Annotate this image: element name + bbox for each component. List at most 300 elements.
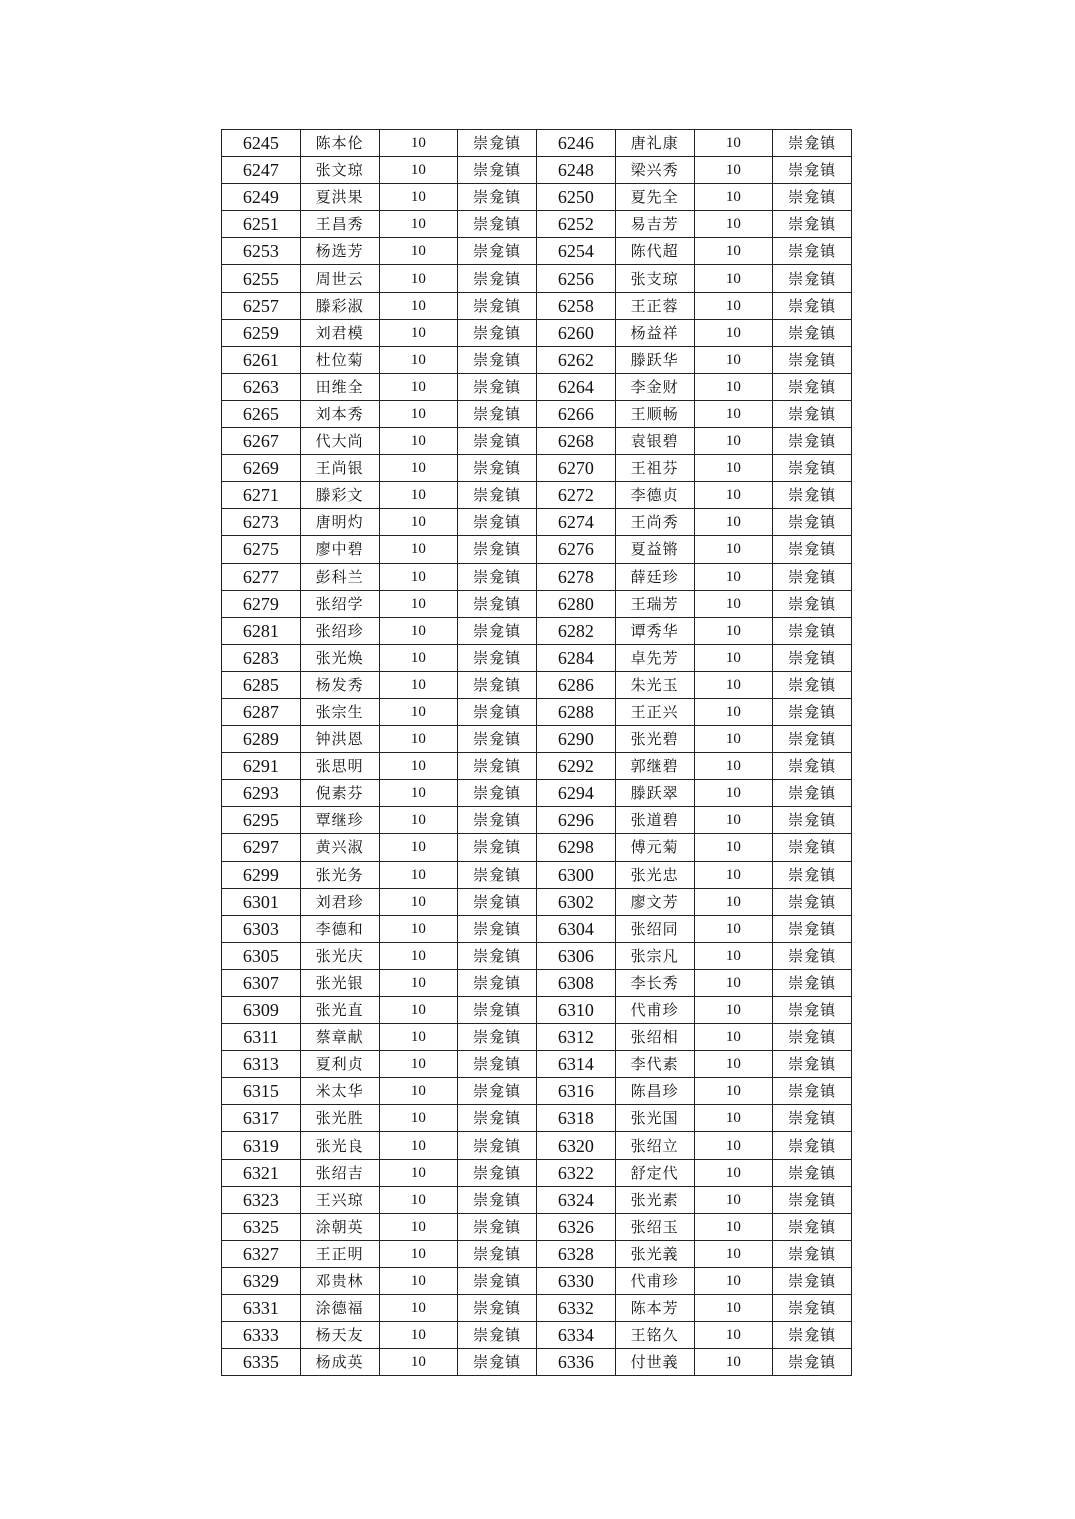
table-row xyxy=(222,1078,852,1105)
right-record-number-cell: 6256 xyxy=(537,265,616,292)
left-amount-cell: 10 xyxy=(379,157,458,184)
right-record-number-cell: 6280 xyxy=(537,590,616,617)
right-record-number-cell: 6254 xyxy=(537,238,616,265)
right-person-name-cell: 张光素 xyxy=(615,1186,694,1213)
right-town-name-cell: 崇龛镇 xyxy=(773,1078,852,1105)
left-record-number-cell: 6289 xyxy=(222,726,301,753)
left-town-name-cell: 崇龛镇 xyxy=(458,698,537,725)
right-record-number-cell: 6290 xyxy=(537,726,616,753)
left-person-name-cell: 张光务 xyxy=(300,861,379,888)
left-person-name-cell: 张绍吉 xyxy=(300,1159,379,1186)
right-town-name-cell: 崇龛镇 xyxy=(773,1105,852,1132)
right-person-name-cell: 王铭久 xyxy=(615,1322,694,1349)
right-person-name-cell: 张光忠 xyxy=(615,861,694,888)
left-person-name-cell: 张文琼 xyxy=(300,157,379,184)
left-record-number-cell: 6265 xyxy=(222,400,301,427)
left-town-name-cell: 崇龛镇 xyxy=(458,1322,537,1349)
table-row xyxy=(222,915,852,942)
left-record-number-cell: 6325 xyxy=(222,1213,301,1240)
right-person-name-cell: 王正蓉 xyxy=(615,292,694,319)
table-row xyxy=(222,997,852,1024)
left-town-name-cell: 崇龛镇 xyxy=(458,509,537,536)
right-town-name-cell: 崇龛镇 xyxy=(773,969,852,996)
left-amount-cell: 10 xyxy=(379,1213,458,1240)
right-town-name-cell: 崇龛镇 xyxy=(773,400,852,427)
left-person-name-cell: 王昌秀 xyxy=(300,211,379,238)
left-amount-cell: 10 xyxy=(379,346,458,373)
right-person-name-cell: 王祖芬 xyxy=(615,455,694,482)
left-town-name-cell: 崇龛镇 xyxy=(458,1213,537,1240)
left-record-number-cell: 6301 xyxy=(222,888,301,915)
right-person-name-cell: 李代素 xyxy=(615,1051,694,1078)
right-amount-cell: 10 xyxy=(694,400,773,427)
left-person-name-cell: 张思明 xyxy=(300,753,379,780)
right-amount-cell: 10 xyxy=(694,997,773,1024)
left-record-number-cell: 6333 xyxy=(222,1322,301,1349)
left-amount-cell: 10 xyxy=(379,1105,458,1132)
right-town-name-cell: 崇龛镇 xyxy=(773,861,852,888)
right-town-name-cell: 崇龛镇 xyxy=(773,238,852,265)
left-town-name-cell: 崇龛镇 xyxy=(458,753,537,780)
table-row xyxy=(222,671,852,698)
right-person-name-cell: 张绍立 xyxy=(615,1132,694,1159)
left-person-name-cell: 钟洪恩 xyxy=(300,726,379,753)
left-person-name-cell: 滕彩文 xyxy=(300,482,379,509)
right-town-name-cell: 崇龛镇 xyxy=(773,319,852,346)
left-record-number-cell: 6285 xyxy=(222,671,301,698)
right-amount-cell: 10 xyxy=(694,1186,773,1213)
right-person-name-cell: 滕跃翠 xyxy=(615,780,694,807)
right-record-number-cell: 6330 xyxy=(537,1267,616,1294)
left-amount-cell: 10 xyxy=(379,671,458,698)
table-row xyxy=(222,1159,852,1186)
right-person-name-cell: 李长秀 xyxy=(615,969,694,996)
left-record-number-cell: 6255 xyxy=(222,265,301,292)
left-record-number-cell: 6259 xyxy=(222,319,301,346)
left-record-number-cell: 6299 xyxy=(222,861,301,888)
table-row xyxy=(222,1213,852,1240)
right-amount-cell: 10 xyxy=(694,780,773,807)
right-town-name-cell: 崇龛镇 xyxy=(773,184,852,211)
left-amount-cell: 10 xyxy=(379,1051,458,1078)
right-record-number-cell: 6314 xyxy=(537,1051,616,1078)
left-amount-cell: 10 xyxy=(379,400,458,427)
right-record-number-cell: 6324 xyxy=(537,1186,616,1213)
table-row xyxy=(222,1349,852,1376)
right-town-name-cell: 崇龛镇 xyxy=(773,590,852,617)
left-town-name-cell: 崇龛镇 xyxy=(458,1267,537,1294)
left-person-name-cell: 涂朝英 xyxy=(300,1213,379,1240)
left-person-name-cell: 黄兴淑 xyxy=(300,834,379,861)
right-record-number-cell: 6284 xyxy=(537,644,616,671)
right-amount-cell: 10 xyxy=(694,671,773,698)
left-person-name-cell: 米太华 xyxy=(300,1078,379,1105)
right-town-name-cell: 崇龛镇 xyxy=(773,265,852,292)
table-row xyxy=(222,346,852,373)
table-row xyxy=(222,563,852,590)
left-amount-cell: 10 xyxy=(379,617,458,644)
right-town-name-cell: 崇龛镇 xyxy=(773,888,852,915)
left-record-number-cell: 6327 xyxy=(222,1240,301,1267)
left-person-name-cell: 陈本伦 xyxy=(300,130,379,157)
left-record-number-cell: 6261 xyxy=(222,346,301,373)
left-person-name-cell: 滕彩淑 xyxy=(300,292,379,319)
right-person-name-cell: 张绍玉 xyxy=(615,1213,694,1240)
right-amount-cell: 10 xyxy=(694,617,773,644)
right-amount-cell: 10 xyxy=(694,1159,773,1186)
left-record-number-cell: 6283 xyxy=(222,644,301,671)
left-amount-cell: 10 xyxy=(379,753,458,780)
left-amount-cell: 10 xyxy=(379,373,458,400)
table-row xyxy=(222,861,852,888)
right-amount-cell: 10 xyxy=(694,428,773,455)
left-record-number-cell: 6317 xyxy=(222,1105,301,1132)
left-record-number-cell: 6277 xyxy=(222,563,301,590)
right-town-name-cell: 崇龛镇 xyxy=(773,1213,852,1240)
right-town-name-cell: 崇龛镇 xyxy=(773,671,852,698)
left-town-name-cell: 崇龛镇 xyxy=(458,238,537,265)
left-amount-cell: 10 xyxy=(379,238,458,265)
right-record-number-cell: 6276 xyxy=(537,536,616,563)
right-amount-cell: 10 xyxy=(694,1105,773,1132)
left-town-name-cell: 崇龛镇 xyxy=(458,1132,537,1159)
right-record-number-cell: 6302 xyxy=(537,888,616,915)
left-person-name-cell: 代大尚 xyxy=(300,428,379,455)
table-row xyxy=(222,400,852,427)
right-amount-cell: 10 xyxy=(694,1132,773,1159)
right-town-name-cell: 崇龛镇 xyxy=(773,428,852,455)
left-record-number-cell: 6319 xyxy=(222,1132,301,1159)
table-row xyxy=(222,726,852,753)
right-town-name-cell: 崇龛镇 xyxy=(773,373,852,400)
roster-table-body xyxy=(222,130,852,1376)
right-amount-cell: 10 xyxy=(694,834,773,861)
left-town-name-cell: 崇龛镇 xyxy=(458,130,537,157)
right-amount-cell: 10 xyxy=(694,861,773,888)
right-record-number-cell: 6286 xyxy=(537,671,616,698)
left-record-number-cell: 6313 xyxy=(222,1051,301,1078)
left-amount-cell: 10 xyxy=(379,698,458,725)
left-town-name-cell: 崇龛镇 xyxy=(458,915,537,942)
right-person-name-cell: 唐礼康 xyxy=(615,130,694,157)
right-person-name-cell: 陈代超 xyxy=(615,238,694,265)
left-person-name-cell: 张光银 xyxy=(300,969,379,996)
right-person-name-cell: 杨益祥 xyxy=(615,319,694,346)
left-town-name-cell: 崇龛镇 xyxy=(458,969,537,996)
right-amount-cell: 10 xyxy=(694,157,773,184)
right-record-number-cell: 6316 xyxy=(537,1078,616,1105)
right-person-name-cell: 张宗凡 xyxy=(615,942,694,969)
right-amount-cell: 10 xyxy=(694,319,773,346)
left-amount-cell: 10 xyxy=(379,644,458,671)
left-record-number-cell: 6335 xyxy=(222,1349,301,1376)
left-person-name-cell: 覃继珍 xyxy=(300,807,379,834)
right-person-name-cell: 张光国 xyxy=(615,1105,694,1132)
table-row xyxy=(222,1295,852,1322)
left-town-name-cell: 崇龛镇 xyxy=(458,157,537,184)
right-person-name-cell: 夏益锵 xyxy=(615,536,694,563)
left-record-number-cell: 6305 xyxy=(222,942,301,969)
right-person-name-cell: 王尚秀 xyxy=(615,509,694,536)
left-person-name-cell: 蔡章献 xyxy=(300,1024,379,1051)
right-person-name-cell: 滕跃华 xyxy=(615,346,694,373)
left-person-name-cell: 周世云 xyxy=(300,265,379,292)
right-record-number-cell: 6274 xyxy=(537,509,616,536)
right-record-number-cell: 6304 xyxy=(537,915,616,942)
left-town-name-cell: 崇龛镇 xyxy=(458,536,537,563)
right-amount-cell: 10 xyxy=(694,644,773,671)
left-town-name-cell: 崇龛镇 xyxy=(458,373,537,400)
left-record-number-cell: 6249 xyxy=(222,184,301,211)
right-amount-cell: 10 xyxy=(694,753,773,780)
right-person-name-cell: 付世義 xyxy=(615,1349,694,1376)
left-town-name-cell: 崇龛镇 xyxy=(458,563,537,590)
right-town-name-cell: 崇龛镇 xyxy=(773,211,852,238)
right-town-name-cell: 崇龛镇 xyxy=(773,1024,852,1051)
right-person-name-cell: 陈本芳 xyxy=(615,1295,694,1322)
right-record-number-cell: 6306 xyxy=(537,942,616,969)
table-row xyxy=(222,617,852,644)
left-record-number-cell: 6257 xyxy=(222,292,301,319)
right-town-name-cell: 崇龛镇 xyxy=(773,726,852,753)
right-amount-cell: 10 xyxy=(694,455,773,482)
left-record-number-cell: 6279 xyxy=(222,590,301,617)
table-row xyxy=(222,1267,852,1294)
left-person-name-cell: 唐明灼 xyxy=(300,509,379,536)
left-person-name-cell: 王兴琼 xyxy=(300,1186,379,1213)
right-amount-cell: 10 xyxy=(694,1051,773,1078)
right-record-number-cell: 6248 xyxy=(537,157,616,184)
roster-table xyxy=(221,129,852,1376)
right-person-name-cell: 夏先全 xyxy=(615,184,694,211)
left-record-number-cell: 6311 xyxy=(222,1024,301,1051)
right-person-name-cell: 王瑞芳 xyxy=(615,590,694,617)
left-person-name-cell: 夏洪果 xyxy=(300,184,379,211)
table-row xyxy=(222,1132,852,1159)
table-row xyxy=(222,265,852,292)
right-amount-cell: 10 xyxy=(694,346,773,373)
right-record-number-cell: 6264 xyxy=(537,373,616,400)
right-amount-cell: 10 xyxy=(694,1322,773,1349)
table-row xyxy=(222,211,852,238)
right-record-number-cell: 6296 xyxy=(537,807,616,834)
right-town-name-cell: 崇龛镇 xyxy=(773,1132,852,1159)
left-amount-cell: 10 xyxy=(379,726,458,753)
left-amount-cell: 10 xyxy=(379,834,458,861)
left-amount-cell: 10 xyxy=(379,780,458,807)
left-record-number-cell: 6247 xyxy=(222,157,301,184)
left-amount-cell: 10 xyxy=(379,482,458,509)
left-amount-cell: 10 xyxy=(379,184,458,211)
right-person-name-cell: 朱光玉 xyxy=(615,671,694,698)
left-town-name-cell: 崇龛镇 xyxy=(458,617,537,644)
right-amount-cell: 10 xyxy=(694,482,773,509)
right-person-name-cell: 卓先芳 xyxy=(615,644,694,671)
left-amount-cell: 10 xyxy=(379,1186,458,1213)
table-row xyxy=(222,509,852,536)
right-person-name-cell: 王顺畅 xyxy=(615,400,694,427)
left-record-number-cell: 6321 xyxy=(222,1159,301,1186)
left-record-number-cell: 6271 xyxy=(222,482,301,509)
table-row xyxy=(222,590,852,617)
right-amount-cell: 10 xyxy=(694,888,773,915)
right-record-number-cell: 6258 xyxy=(537,292,616,319)
right-town-name-cell: 崇龛镇 xyxy=(773,1186,852,1213)
right-town-name-cell: 崇龛镇 xyxy=(773,1295,852,1322)
right-record-number-cell: 6298 xyxy=(537,834,616,861)
right-town-name-cell: 崇龛镇 xyxy=(773,753,852,780)
left-record-number-cell: 6291 xyxy=(222,753,301,780)
right-amount-cell: 10 xyxy=(694,942,773,969)
right-amount-cell: 10 xyxy=(694,509,773,536)
left-town-name-cell: 崇龛镇 xyxy=(458,1078,537,1105)
left-town-name-cell: 崇龛镇 xyxy=(458,888,537,915)
right-record-number-cell: 6318 xyxy=(537,1105,616,1132)
right-town-name-cell: 崇龛镇 xyxy=(773,536,852,563)
right-town-name-cell: 崇龛镇 xyxy=(773,915,852,942)
right-amount-cell: 10 xyxy=(694,807,773,834)
left-amount-cell: 10 xyxy=(379,1240,458,1267)
right-record-number-cell: 6250 xyxy=(537,184,616,211)
left-town-name-cell: 崇龛镇 xyxy=(458,1105,537,1132)
right-town-name-cell: 崇龛镇 xyxy=(773,1159,852,1186)
left-person-name-cell: 邓贵林 xyxy=(300,1267,379,1294)
table-row xyxy=(222,969,852,996)
left-record-number-cell: 6251 xyxy=(222,211,301,238)
right-record-number-cell: 6246 xyxy=(537,130,616,157)
right-person-name-cell: 袁银碧 xyxy=(615,428,694,455)
left-town-name-cell: 崇龛镇 xyxy=(458,211,537,238)
left-person-name-cell: 夏利贞 xyxy=(300,1051,379,1078)
right-person-name-cell: 代甫珍 xyxy=(615,997,694,1024)
right-town-name-cell: 崇龛镇 xyxy=(773,834,852,861)
left-record-number-cell: 6309 xyxy=(222,997,301,1024)
table-row xyxy=(222,428,852,455)
right-town-name-cell: 崇龛镇 xyxy=(773,509,852,536)
right-person-name-cell: 张支琼 xyxy=(615,265,694,292)
table-row xyxy=(222,536,852,563)
left-town-name-cell: 崇龛镇 xyxy=(458,482,537,509)
table-row xyxy=(222,807,852,834)
left-town-name-cell: 崇龛镇 xyxy=(458,292,537,319)
left-amount-cell: 10 xyxy=(379,563,458,590)
left-person-name-cell: 张光焕 xyxy=(300,644,379,671)
right-amount-cell: 10 xyxy=(694,590,773,617)
table-row xyxy=(222,157,852,184)
left-town-name-cell: 崇龛镇 xyxy=(458,319,537,346)
left-town-name-cell: 崇龛镇 xyxy=(458,1159,537,1186)
right-person-name-cell: 李金财 xyxy=(615,373,694,400)
table-row xyxy=(222,238,852,265)
left-amount-cell: 10 xyxy=(379,1078,458,1105)
left-town-name-cell: 崇龛镇 xyxy=(458,1295,537,1322)
right-amount-cell: 10 xyxy=(694,1267,773,1294)
table-row xyxy=(222,780,852,807)
left-town-name-cell: 崇龛镇 xyxy=(458,1024,537,1051)
table-row xyxy=(222,753,852,780)
left-record-number-cell: 6287 xyxy=(222,698,301,725)
left-town-name-cell: 崇龛镇 xyxy=(458,1349,537,1376)
right-amount-cell: 10 xyxy=(694,1295,773,1322)
table-row xyxy=(222,1051,852,1078)
left-person-name-cell: 张宗生 xyxy=(300,698,379,725)
right-amount-cell: 10 xyxy=(694,1024,773,1051)
left-person-name-cell: 刘君模 xyxy=(300,319,379,346)
right-amount-cell: 10 xyxy=(694,536,773,563)
left-town-name-cell: 崇龛镇 xyxy=(458,265,537,292)
left-town-name-cell: 崇龛镇 xyxy=(458,671,537,698)
left-town-name-cell: 崇龛镇 xyxy=(458,807,537,834)
table-row xyxy=(222,455,852,482)
right-person-name-cell: 舒定代 xyxy=(615,1159,694,1186)
left-amount-cell: 10 xyxy=(379,590,458,617)
right-person-name-cell: 李德贞 xyxy=(615,482,694,509)
left-person-name-cell: 杨选芳 xyxy=(300,238,379,265)
right-record-number-cell: 6332 xyxy=(537,1295,616,1322)
right-record-number-cell: 6262 xyxy=(537,346,616,373)
right-record-number-cell: 6294 xyxy=(537,780,616,807)
table-row xyxy=(222,698,852,725)
left-town-name-cell: 崇龛镇 xyxy=(458,1051,537,1078)
left-person-name-cell: 倪素芬 xyxy=(300,780,379,807)
table-row xyxy=(222,1240,852,1267)
left-record-number-cell: 6263 xyxy=(222,373,301,400)
left-person-name-cell: 彭科兰 xyxy=(300,563,379,590)
left-amount-cell: 10 xyxy=(379,509,458,536)
left-person-name-cell: 张光直 xyxy=(300,997,379,1024)
table-row xyxy=(222,319,852,346)
right-record-number-cell: 6308 xyxy=(537,969,616,996)
right-person-name-cell: 傅元菊 xyxy=(615,834,694,861)
right-town-name-cell: 崇龛镇 xyxy=(773,780,852,807)
left-person-name-cell: 王正明 xyxy=(300,1240,379,1267)
left-person-name-cell: 田维全 xyxy=(300,373,379,400)
right-person-name-cell: 张绍相 xyxy=(615,1024,694,1051)
right-amount-cell: 10 xyxy=(694,373,773,400)
left-amount-cell: 10 xyxy=(379,211,458,238)
right-person-name-cell: 薛廷珍 xyxy=(615,563,694,590)
right-record-number-cell: 6266 xyxy=(537,400,616,427)
left-amount-cell: 10 xyxy=(379,1267,458,1294)
left-record-number-cell: 6323 xyxy=(222,1186,301,1213)
right-record-number-cell: 6300 xyxy=(537,861,616,888)
right-record-number-cell: 6322 xyxy=(537,1159,616,1186)
left-town-name-cell: 崇龛镇 xyxy=(458,997,537,1024)
right-person-name-cell: 易吉芳 xyxy=(615,211,694,238)
right-town-name-cell: 崇龛镇 xyxy=(773,482,852,509)
right-amount-cell: 10 xyxy=(694,915,773,942)
left-person-name-cell: 张绍学 xyxy=(300,590,379,617)
left-person-name-cell: 张光良 xyxy=(300,1132,379,1159)
right-person-name-cell: 郭继碧 xyxy=(615,753,694,780)
right-amount-cell: 10 xyxy=(694,265,773,292)
table-row xyxy=(222,1105,852,1132)
table-row xyxy=(222,482,852,509)
right-person-name-cell: 代甫珍 xyxy=(615,1267,694,1294)
right-town-name-cell: 崇龛镇 xyxy=(773,563,852,590)
left-town-name-cell: 崇龛镇 xyxy=(458,834,537,861)
table-row xyxy=(222,130,852,157)
table-row xyxy=(222,942,852,969)
right-town-name-cell: 崇龛镇 xyxy=(773,1051,852,1078)
table-row xyxy=(222,1322,852,1349)
table-row xyxy=(222,834,852,861)
right-amount-cell: 10 xyxy=(694,698,773,725)
left-town-name-cell: 崇龛镇 xyxy=(458,400,537,427)
right-amount-cell: 10 xyxy=(694,1240,773,1267)
left-amount-cell: 10 xyxy=(379,319,458,346)
right-town-name-cell: 崇龛镇 xyxy=(773,157,852,184)
